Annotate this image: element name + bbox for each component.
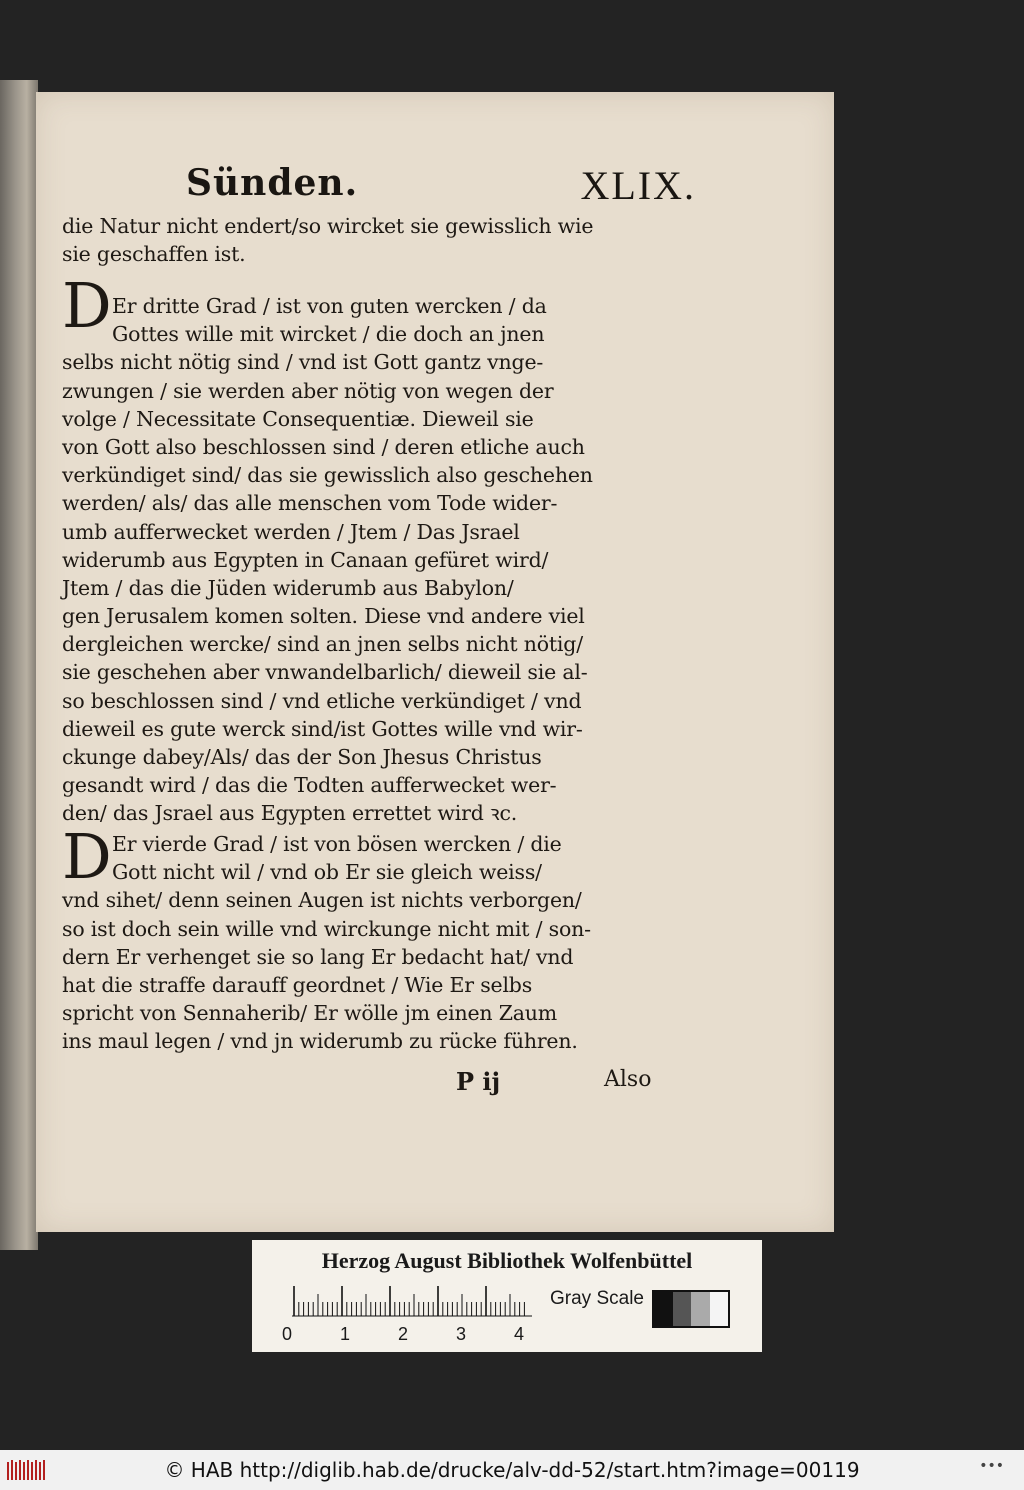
ruler-number: 0	[282, 1324, 293, 1344]
text-line: spricht von Sennaherib/ Er wölle jm einen Zaum	[62, 1001, 558, 1026]
text-line: volge / Necessitate Consequentiæ. Dieweil sie	[62, 406, 534, 431]
text-line: verkündiget sind/ das sie gewisslich also geschehen	[62, 463, 593, 488]
adjacent-page-edge	[0, 80, 38, 1250]
text-line: sie geschaffen ist.	[62, 242, 246, 267]
signature-mark: P ij	[456, 1067, 501, 1096]
text-line: sie geschehen aber vnwandelbarlich/ dieweil sie al-	[62, 660, 588, 685]
running-head	[186, 162, 696, 212]
text-line: vnd sihet/ denn seinen Augen ist nichts verborgen/	[62, 888, 582, 913]
text-line: ins maul legen / vnd jn widerumb zu rücke führen.	[62, 1029, 578, 1054]
gray-scale-swatch	[652, 1290, 730, 1328]
text-line: dern Er verhenget sie so lang Er bedacht hat/ vnd	[62, 944, 574, 969]
text-block-third-grade	[62, 292, 662, 828]
text-line: Gott nicht wil / vnd ob Er sie gleich weiss/	[112, 860, 542, 885]
running-head-title: Sünden.	[186, 162, 359, 204]
text-line: so beschlossen sind / vnd etliche verkündiget / vnd	[62, 688, 582, 713]
ruler-number: 2	[398, 1324, 409, 1344]
copyright-url[interactable]: © HAB http://diglib.hab.de/drucke/alv-dd-52/start.htm?image=00119	[164, 1458, 860, 1482]
text-line: werden/ als/ das alle menschen vom Tode wider-	[62, 491, 558, 516]
library-name: Herzog August Bibliothek Wolfenbüttel	[321, 1248, 693, 1273]
text-line: so ist doch sein wille vnd wirckunge nicht mit / son-	[62, 916, 591, 941]
text-line: Er dritte Grad / ist von guten wercken / da	[112, 294, 547, 318]
text-block-intro	[62, 212, 662, 268]
catchword: Also	[604, 1067, 652, 1092]
dropcap-initial: D	[62, 269, 112, 342]
text-line: zwungen / sie werden aber nötig von wegen der	[62, 378, 554, 403]
text-line: Jtem / das die Jüden widerumb aus Babylon/	[62, 575, 514, 600]
text-line: hat die straffe darauff geordnet / Wie Er selbs	[62, 972, 533, 997]
text-line: von Gott also beschlossen sind / deren etliche auch	[62, 434, 585, 459]
library-color-card	[252, 1240, 762, 1352]
ruler-numbers	[282, 1324, 532, 1348]
gray-scale-patch	[673, 1292, 692, 1326]
ruler-number: 3	[456, 1324, 467, 1344]
text-line: den/ das Jsrael aus Egypten errettet wird ꝛc.	[62, 801, 518, 826]
text-line: selbs nicht nötig sind / vnd ist Gott gantz vnge-	[62, 350, 544, 375]
gray-scale-patch	[710, 1292, 729, 1326]
ruler-number: 1	[340, 1324, 351, 1344]
gray-scale-patch	[654, 1292, 673, 1326]
text-line: dieweil es gute werck sind/ist Gottes wille vnd wir-	[62, 716, 583, 741]
text-line: ckunge dabey/Als/ das der Son Jhesus Christus	[62, 745, 542, 769]
text-line: Gottes wille mit wircket / die doch an jnen	[112, 322, 545, 347]
viewer-footer	[0, 1450, 1024, 1490]
text-line: Er vierde Grad / ist von bösen wercken / die	[112, 832, 562, 856]
ruler-number: 4	[514, 1324, 525, 1344]
more-options-icon[interactable]: •••	[979, 1458, 1004, 1474]
book-page	[36, 92, 834, 1232]
folio-number: XLIX.	[580, 163, 696, 208]
gray-scale-label: Gray Scale	[550, 1288, 644, 1309]
text-block-fourth-grade	[62, 830, 662, 1056]
text-line: umb aufferwecket werden / Jtem / Das Jsrael	[62, 519, 520, 544]
text-line: gesandt wird / das die Todten aufferwecket wer-	[62, 773, 557, 798]
text-line: dergleichen wercke/ sind an jnen selbs nicht nötig/	[62, 632, 583, 657]
text-line: widerumb aus Egypten in Canaan gefüret wird/	[62, 547, 549, 572]
ruler-scale	[292, 1286, 532, 1326]
text-line: gen Jerusalem komen solten. Diese vnd andere viel	[62, 604, 585, 629]
gray-scale-patch	[691, 1292, 710, 1326]
dropcap-initial: D	[62, 820, 112, 893]
text-line: die Natur nicht endert/so wircket sie gewisslich wie	[62, 214, 594, 238]
